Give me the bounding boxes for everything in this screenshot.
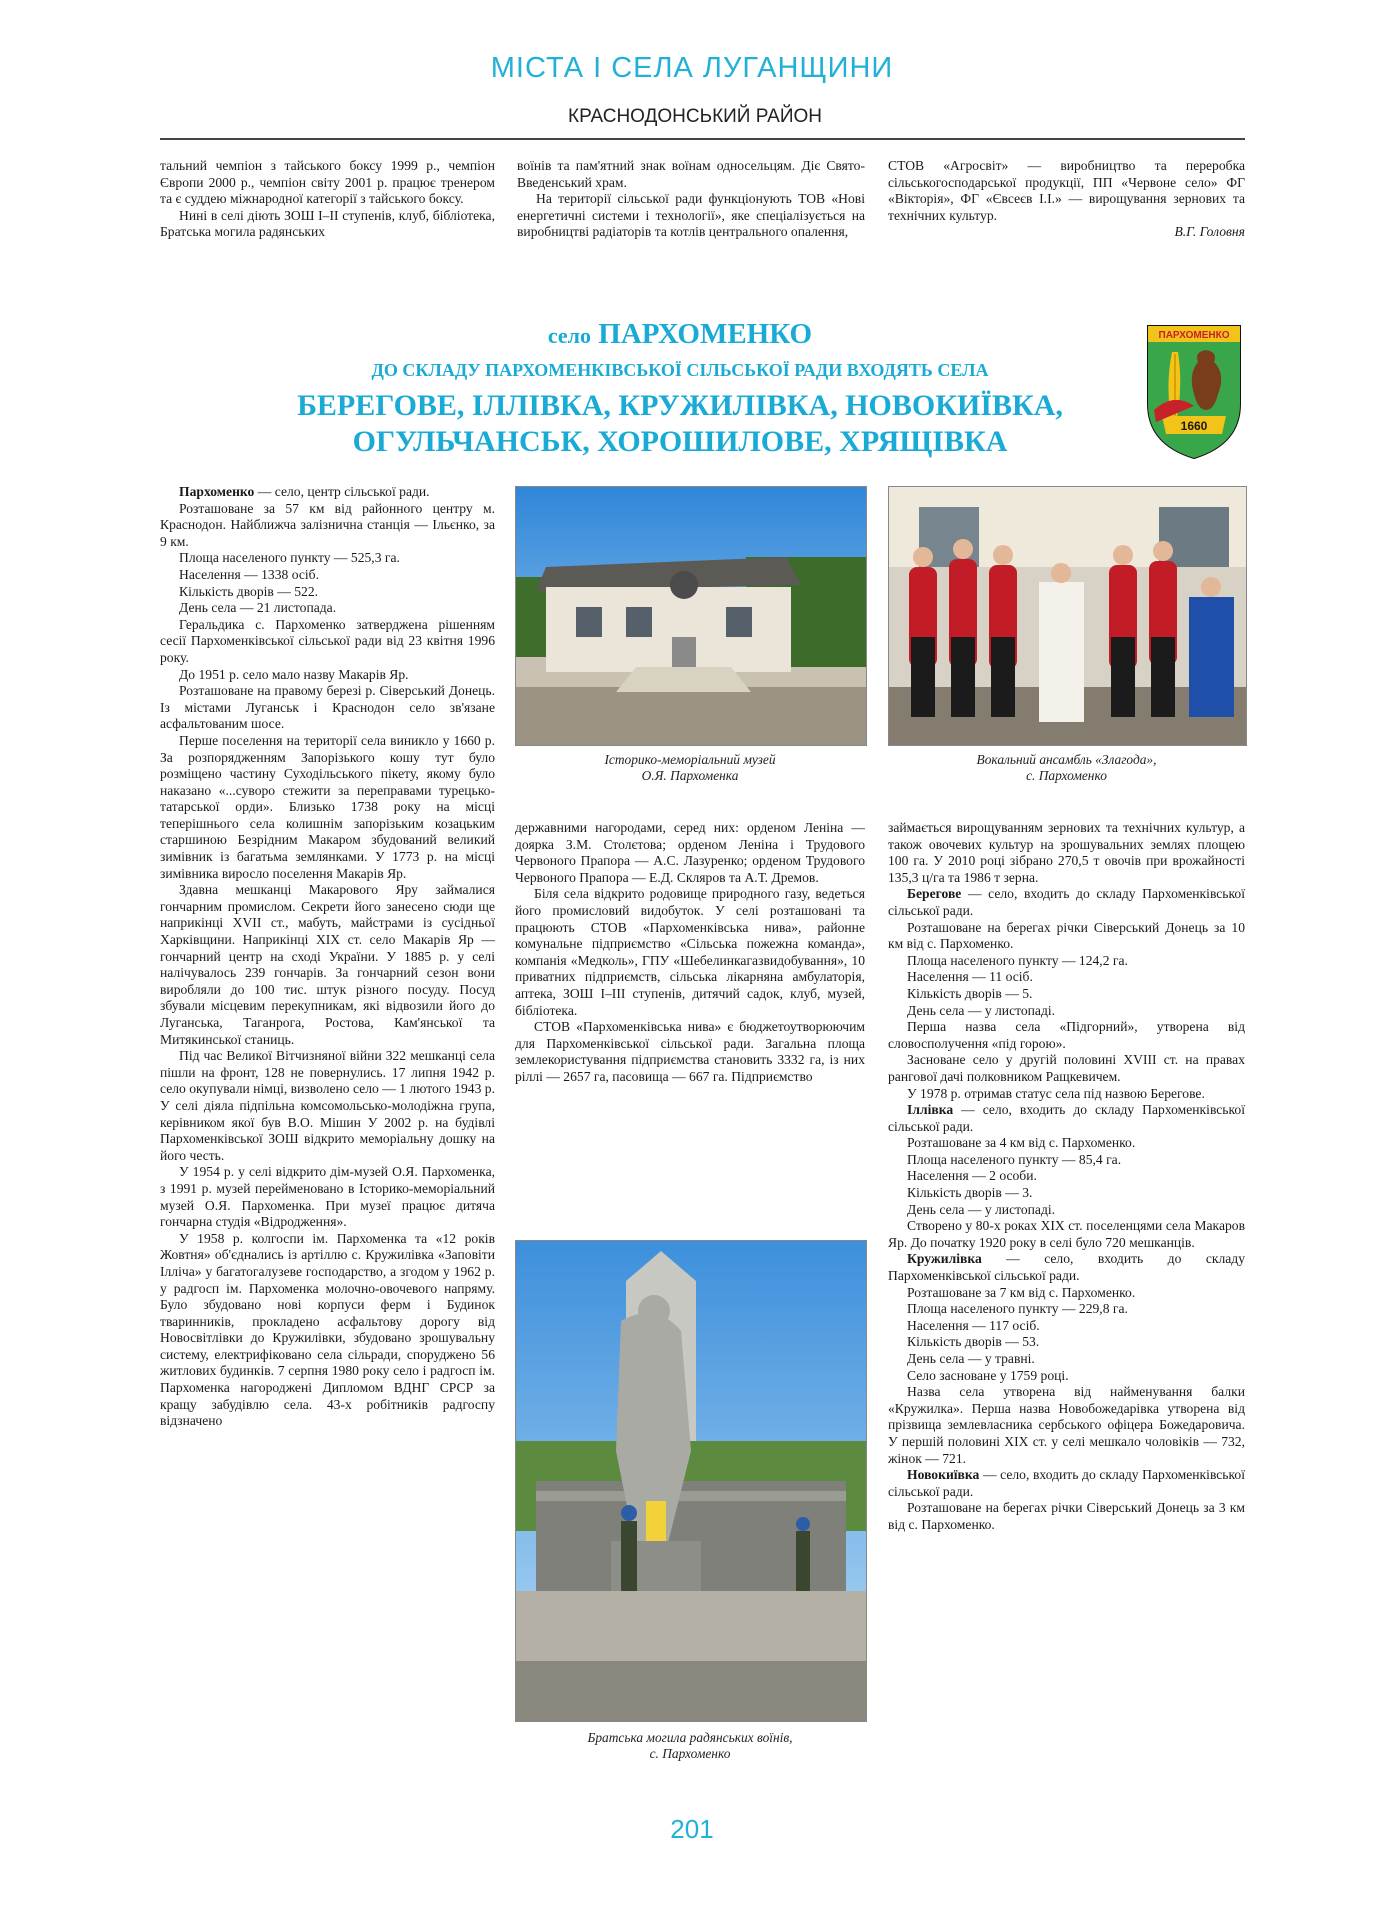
caption-line: Вокальний ансамбль «Злагода», [976,752,1157,767]
paragraph [888,1467,1245,1500]
paragraph: Розташоване за 4 км від с. Пархоменко. [907,1135,1136,1151]
villages-line-1: БЕРЕГОВЕ, ІЛЛІВКА, КРУЖИЛІВКА, НОВОКИЇВКА, [297,389,1063,422]
running-header-subtitle: КРАСНОДОНСЬКИЙ РАЙОН [568,106,822,127]
caption-line: Історико-меморіальний музей [604,752,776,767]
paragraph: Розташоване на правому березі р. Сіверський Донець. Із містами Луганськ і Краснодон село зв'язане асфальтованим шосе. [160,683,495,732]
main-column-2 [515,820,865,1086]
author-signature: В.Г. Головня [1174,224,1245,240]
paragraph: СТОВ «Агросвіт» — виробництво та переробка сільськогосподарської продукції, ПП «Червоне село» ФГ «Вікторія», ФГ «Євсеєв І.І.» — вирощування зернових та технічних культур. [888,158,1245,223]
entry-name: Кружилівка [907,1251,982,1267]
running-header-title: МІСТА І СЕЛА ЛУГАНЩИНИ [490,52,894,84]
paragraph: День села — у листопаді. [907,1002,1056,1018]
entry-name: Берегове [907,886,962,902]
paragraph: До 1951 р. село мало назву Макарів Яр. [179,666,409,682]
paragraph: Кількість дворів — 522. [179,583,319,599]
crest-year: 1660 [1180,419,1208,433]
paragraph: Кількість дворів — 3. [907,1185,1033,1201]
main-column-1 [160,484,495,1430]
paragraph: Площа населеного пункту — 124,2 га. [907,952,1128,968]
caption-line: О.Я. Пархоменка [641,768,739,783]
paragraph: Площа населеного пункту — 229,8 га. [907,1301,1128,1317]
entry-text: — село, входить до складу Пархоменківської сільської ради. [888,1251,1245,1284]
paragraph: День села — у травні. [907,1351,1035,1366]
paragraph: У 1958 р. колгоспи ім. Пархоменка та «12 років Жовтня» об'єднались із артіллю с. Кружилівка «Заповіти Ілліча» у багатогалузеве господарство, а згодом у 1962 р. у радгосп ім. Пархоменка молочно-овочевого напряму. Було збудовано нові корпуси ферм і Будинок тваринників, прокладено асфальтову дорогу від Новосвітлівки до Кружилівки, збудовано зрошувальну систему, електрифіковано села сільради, споруджено 56 житлових будинків. 7 серпня 1980 року село і радгосп ім. Пархоменка нагороджені Дипломом ВДНГ СРСР за кращу забудівлю села. 43-х робітників радгоспу відзначено [160,1230,495,1429]
paragraph: У 1954 р. у селі відкрито дім-музей О.Я. Пархоменка, з 1991 р. музей перейменовано в Історико-меморіальний музей О.Я. Пархоменка. При музеї працює дитяча гончарна студія «Відродження». [160,1164,495,1230]
paragraph: Перше поселення на території села виникло у 1660 р. За розпорядженням Запорізького кошу тут було розміщено частину Суходільського пікету, якому було наказано «...суворо стежити за переправами турецько-татарської орди». Близько 1738 року на місці теперішнього села колишнім запорізьким козацьким старшиною Безрідним Макаром збудований великий зимівник із багатьма землянками. У 1773 р. на місці зимівника виросло поселення Макарів Яр. [160,732,495,881]
paragraph: Площа населеного пункту — 85,4 га. [907,1151,1122,1167]
photo-museum-caption [515,752,865,784]
paragraph: СТОВ «Пархоменківська нива» є бюджетоутворюючим для Пархоменківської сільської ради. Загальна площа землекористування підприємства становить 3332 га, із них ріллі — 2657 га, пасовища — 667 га. Підприємство [515,1019,865,1084]
paragraph: Під час Великої Вітчизняної війни 322 мешканці села пішли на фронт, 128 не повернулись. 17 липня 1942 р. село окупували німці, визволено село — 1 лютого 1943 р. У селі діяла підпільна комсомольсько-молодіжна група, керівником якої був В.О. Мішин У 2002 р. на будівлі Пархоменківської ЗОШ відкрито меморіальну дошку на його честь. [160,1048,495,1163]
paragraph: Кількість дворів — 5. [907,985,1033,1001]
top-column-3 [888,158,1245,241]
top-column-2 [517,158,865,241]
photo-vocal-ensemble [888,486,1247,746]
entry-name: Пархоменко [179,484,255,499]
paragraph: На території сільської ради функціонують ТОВ «Нові енергетичні системи і технології», яке спеціалізується на виробництві радіаторів та котлів центрального опалення, [517,191,865,240]
entry-name: Іллівка [907,1102,954,1118]
page-number: 201 [670,1814,714,1844]
paragraph: Здавна мешканці Макарового Яру займалися гончарним промислом. Секрети його занесено сюди ще наприкінці XVII ст., мабуть, майстрами із сусідньої Харківщини. Наприкінці XIX ст. село Макарів Яр — гончарний центр на сході України. У 1885 р. у селі налічувалось 239 гончарів. За гончарний сезон вони виробляли до 100 тис. штук різного посуду. Посуд збували місцевим перекупникам, які відвозили його до Луганська, Таганрога, Ростова, Кам'янської та Митякинської станиць. [160,882,495,1047]
paragraph: День села — 21 листопада. [179,600,337,616]
paragraph: державними нагородами, серед них: орденом Леніна — доярка З.М. Столєтова; орденом Леніна і Трудового Червоного Прапора — А.С. Лазуренко; орденом Трудового Червоного Прапора — Е.Д. Скляров та А.Т. Дремов. [515,820,865,885]
photo-museum [515,486,867,746]
coat-of-arms-icon [1144,322,1244,462]
paragraph: Населення — 11 осіб. [907,969,1033,985]
paragraph [160,484,495,501]
paragraph: Площа населеного пункту — 525,3 га. [179,550,400,566]
paragraph: У 1978 р. отримав статус села під назвою Берегове. [907,1085,1205,1101]
entry-text: — село, входить до складу Пархоменківської сільської ради. [888,1102,1245,1134]
paragraph: Розташоване на берегах річки Сіверський Донець за 3 км від с. Пархоменко. [888,1500,1245,1532]
paragraph [888,1251,1245,1284]
section-title-prefix: село [547,323,592,348]
header-rule [160,138,1245,140]
photo-memorial-caption [515,1730,865,1762]
paragraph: займається вирощуванням зернових та технічних культур, а також овочевих культур на зрошувальних землях площею 100 га. У 2010 році зібрано 270,5 т овочів при врожайності 135,3 ц/га та 1986 т зерна. [888,820,1245,885]
paragraph: Засноване село у другій половині XVIII ст. на правах рангової дачі полковником Ращкевичем. [888,1052,1245,1084]
caption-line: с. Пархоменко [1026,768,1107,783]
paragraph [888,886,1245,919]
paragraph: Створено у 80-х роках XIX ст. поселенцями села Макаров Яр. До початку 1920 року в селі було 720 мешканців. [888,1218,1245,1250]
paragraph: Населення — 2 особи. [907,1168,1037,1184]
paragraph: Розташоване за 57 км від районного центру м. Краснодон. Найближча залізнична станція — Ільєнко, за 9 км. [160,500,495,549]
paragraph: Перша назва села «Підгорний», утворена від словосполучення «під горою». [888,1019,1245,1051]
caption-line: с. Пархоменко [649,1746,731,1761]
paragraph: Нині в селі діють ЗОШ І–ІІ ступенів, клуб, бібліотека, Братська могила радянських [160,207,495,240]
paragraph: Населення — 117 осіб. [907,1317,1040,1333]
section-villages [200,388,1160,460]
paragraph: Розташоване на берегах річки Сіверський Донець за 10 км від с. Пархоменко. [888,919,1245,952]
paragraph [888,1102,1245,1135]
entry-text: — село, входить до складу Пархоменківської сільської ради. [888,886,1245,918]
paragraph: тальний чемпіон з тайського боксу 1999 р., чемпіон Європи 2000 р., чемпіон світу 2001 р. працює тренером та є суддею міжнародної категорії з тайського боксу. [160,158,495,207]
villages-line-2: ОГУЛЬЧАНСЬК, ХОРОШИЛОВЕ, ХРЯЩІВКА [352,425,1008,458]
photo-vocal-ensemble-caption [888,752,1245,784]
paragraph: Біля села відкрито родовище природного газу, ведеться його промисловий видобуток. У селі розташовані та працюють СТОВ «Пархоменківська нива», районне комунальне підприємство «Сільська пожежна команда», компанія «Медколь», ГПУ «Шебелинкагазвидобування», 10 приватних підприємств, сільська лікарняна амбулаторія, аптека, ЗОШ І–ІІІ ступенів, дитячий садок, клуб, музей, бібліотека. [515,886,865,1018]
section-title [200,318,1160,351]
paragraph: День села — у листопаді. [907,1201,1056,1217]
crest-label: ПАРХОМЕНКО [1158,330,1230,341]
main-column-3 [888,820,1245,1534]
entry-text: — село, центр сільської ради. [254,484,430,499]
caption-line: Братська могила радянських воїнів, [587,1730,793,1745]
paragraph: Геральдика с. Пархоменко затверджена рішенням сесії Пархоменківської сільської ради від 23 квітня 1996 року. [160,616,495,665]
paragraph: Село засноване у 1759 році. [907,1367,1069,1383]
section-title-name: ПАРХОМЕНКО [598,318,813,350]
top-column-1 [160,158,495,241]
section-subtitle: ДО СКЛАДУ ПАРХОМЕНКІВСЬКОЇ СІЛЬСЬКОЇ РАДИ ВХОДЯТЬ СЕЛА [371,360,989,380]
entry-name: Новокиївка [907,1467,980,1483]
entry-text: — село, входить до складу Пархоменківської сільської ради. [888,1467,1245,1499]
paragraph: Назва села утворена від найменування балки «Кружилка». Перша назва Новобожедарівка утворена від прізвища землевласника сербського офіцера Божедаровича. У першій половині XIX ст. у селі мешкало чоловіків — 732, жінок — 721. [888,1384,1245,1466]
paragraph: Населення — 1338 осіб. [179,566,319,582]
paragraph: Розташоване за 7 км від с. Пархоменко. [907,1284,1136,1300]
paragraph: Кількість дворів — 53. [907,1334,1040,1350]
photo-memorial [515,1240,867,1722]
paragraph: воїнів та пам'ятний знак воїнам односельцям. Діє Свято-Введенський храм. [517,158,865,190]
